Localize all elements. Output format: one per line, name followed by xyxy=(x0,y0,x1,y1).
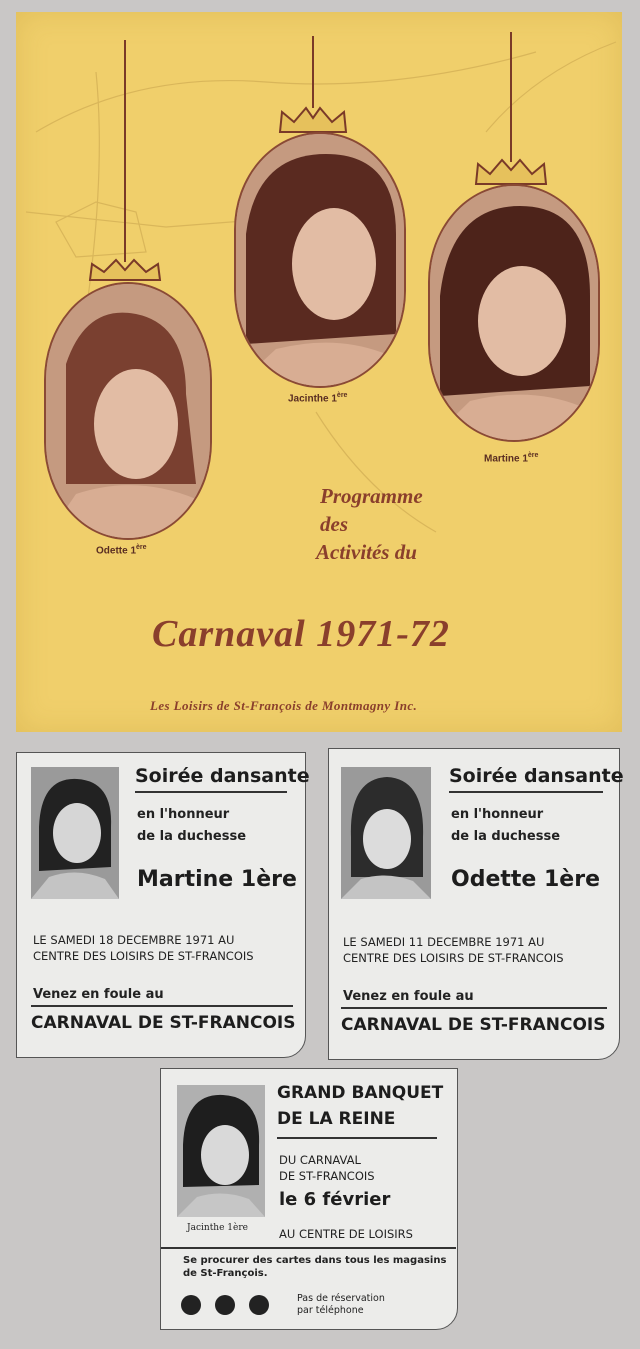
honour-line: en l'honneur xyxy=(137,807,230,822)
footer-line: CARNAVAL DE ST-FRANCOIS xyxy=(341,1015,606,1035)
duchess-line: de la duchesse xyxy=(137,829,247,844)
no-reservation-line: Pas de réservation xyxy=(297,1293,385,1304)
face-illustration xyxy=(46,284,210,538)
duchess-photo xyxy=(341,767,431,899)
event-title: Carnaval 1971-72 xyxy=(152,613,450,655)
footer-rule xyxy=(31,1005,293,1007)
duchess-photo xyxy=(31,767,119,899)
banquet-title: GRAND BANQUET xyxy=(277,1083,444,1103)
odette-caption: Odette 1ère xyxy=(96,544,147,557)
odette-portrait xyxy=(44,282,212,540)
programme-line: Programme xyxy=(320,484,423,508)
duchess-name: Martine 1ère xyxy=(137,867,297,892)
face-illustration xyxy=(236,134,404,386)
date-line: LE SAMEDI 11 DECEMBRE 1971 AU xyxy=(343,935,545,949)
martine-caption: Martine 1ère xyxy=(484,452,539,465)
clipping-odette xyxy=(328,748,624,1060)
tickets-line: de St-François. xyxy=(183,1268,268,1279)
footer-rule xyxy=(341,1007,607,1009)
tickets-line: Se procurer des cartes dans tous les magasins xyxy=(183,1255,447,1266)
programme-line: des xyxy=(320,512,348,536)
banquet-date: le 6 février xyxy=(279,1189,391,1210)
title-rule xyxy=(277,1137,437,1139)
banquet-title-line2: DE LA REINE xyxy=(277,1109,396,1129)
duchess-line: de la duchesse xyxy=(451,829,561,844)
honour-line: en l'honneur xyxy=(451,807,544,822)
bullet-dot xyxy=(215,1295,235,1315)
organizer-name: Les Loisirs de St-François de Montmagny Inc. xyxy=(150,698,418,713)
face-illustration xyxy=(341,767,431,899)
programme-cover xyxy=(16,12,622,732)
face-illustration xyxy=(430,186,598,440)
invite-line: Venez en foule au xyxy=(343,989,474,1004)
subtitle-line: DE ST-FRANCOIS xyxy=(279,1169,375,1183)
clip-heading: Soirée dansante xyxy=(449,765,624,787)
place-line: CENTRE DES LOISIRS DE ST-FRANCOIS xyxy=(343,951,564,965)
subtitle-line: DU CARNAVAL xyxy=(279,1153,361,1167)
jacinthe-caption: Jacinthe 1ère xyxy=(288,392,348,405)
clip-heading: Soirée dansante xyxy=(135,765,310,787)
date-line: LE SAMEDI 18 DECEMBRE 1971 AU xyxy=(33,933,235,947)
face-illustration xyxy=(177,1085,265,1217)
heading-rule xyxy=(135,791,287,793)
photo-caption: Jacinthe 1ère xyxy=(187,1223,248,1233)
face-illustration xyxy=(31,767,119,899)
duchess-photo xyxy=(177,1085,265,1217)
martine-portrait xyxy=(428,184,600,442)
footer-line: CARNAVAL DE ST-FRANCOIS xyxy=(31,1013,296,1033)
clipping-martine xyxy=(16,752,310,1058)
bullet-dot xyxy=(181,1295,201,1315)
programme-heading xyxy=(316,482,423,566)
bullet-dot xyxy=(249,1295,269,1315)
jacinthe-portrait xyxy=(234,132,406,388)
place-line: CENTRE DES LOISIRS DE ST-FRANCOIS xyxy=(33,949,254,963)
heading-rule xyxy=(449,791,603,793)
clipping-banquet xyxy=(160,1068,458,1330)
no-reservation-line: par téléphone xyxy=(297,1305,364,1316)
duchess-name: Odette 1ère xyxy=(451,867,600,892)
invite-line: Venez en foule au xyxy=(33,987,164,1002)
section-rule xyxy=(161,1247,456,1249)
programme-line: Activités du xyxy=(316,540,417,564)
banquet-place: AU CENTRE DE LOISIRS xyxy=(279,1227,413,1241)
